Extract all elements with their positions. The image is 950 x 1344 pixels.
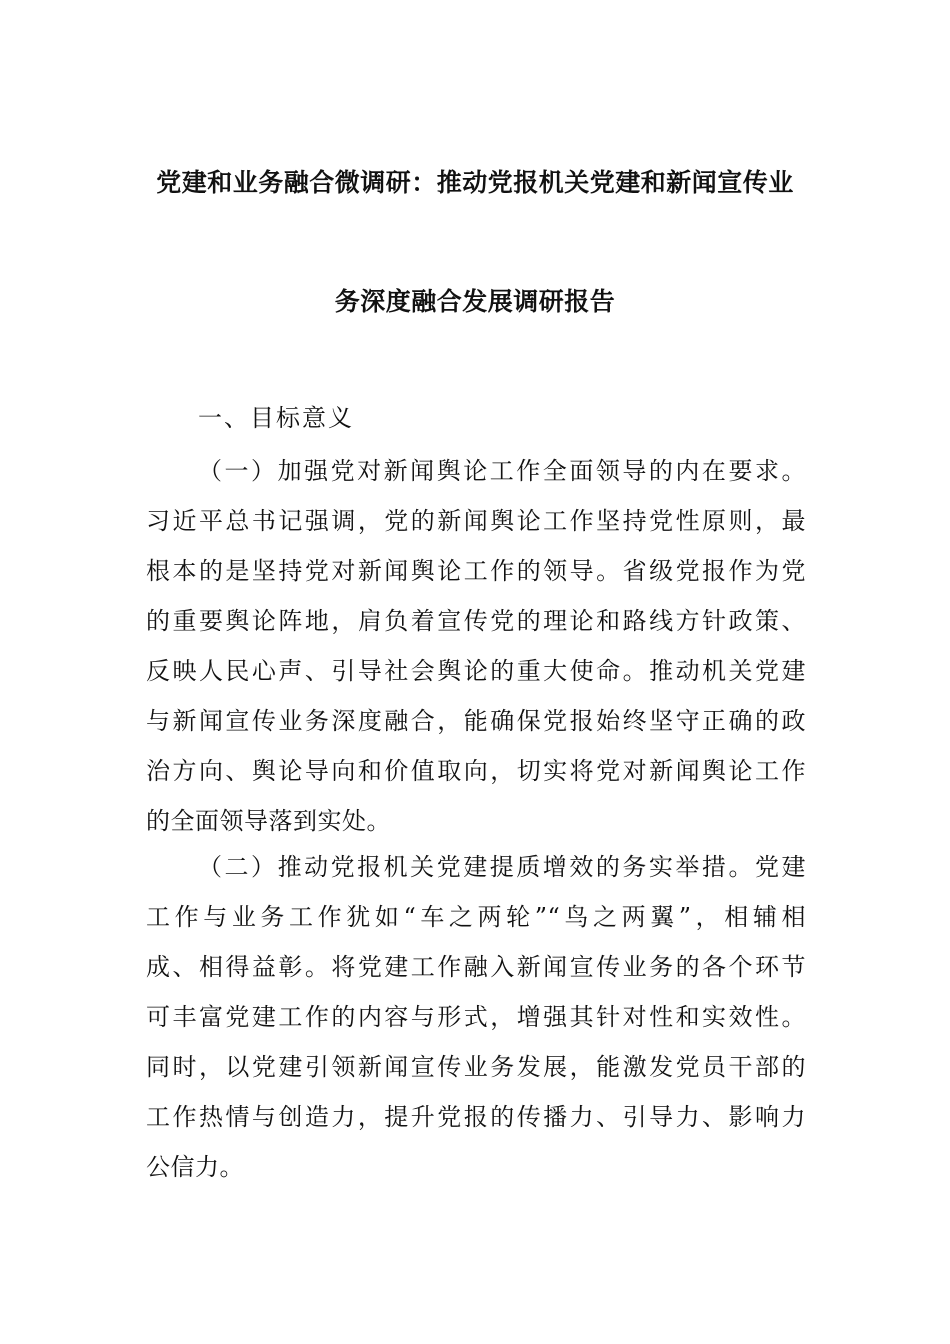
document-title-line-1: 党建和业务融合微调研：推动党报机关党建和新闻宣传业 [156,168,794,197]
paragraph-line: （一）加强党对新闻舆论工作全面领导的内在要求。 [198,457,806,485]
paragraph-line: 习近平总书记强调，党的新闻舆论工作坚持党性原则，最 [146,507,806,535]
paragraph-line: 的全面领导落到实处。 [146,807,391,835]
paragraph-line: 公信力。 [146,1153,244,1181]
paragraph-line: （二）推动党报机关党建提质增效的务实举措。党建 [198,853,806,881]
section-heading: 一、目标意义 [198,404,354,432]
paragraph-2 [146,842,806,1192]
paragraph-line: 根本的是坚持党对新闻舆论工作的领导。省级党报作为党 [146,557,806,585]
paragraph-line: 反映人民心声、引导社会舆论的重大使命。推动机关党建 [146,657,806,685]
paragraph-line: 与新闻宣传业务深度融合，能确保党报始终坚守正确的政 [146,707,806,735]
paragraph-line: 同时，以党建引领新闻宣传业务发展，能激发党员干部的 [146,1053,806,1081]
paragraph-line: 工作与业务工作犹如“车之两轮”“鸟之两翼”，相辅相 [146,903,806,931]
paragraph-line: 的重要舆论阵地，肩负着宣传党的理论和路线方针政策、 [146,607,806,635]
paragraph-1 [146,446,806,846]
paragraph-line: 成、相得益彰。将党建工作融入新闻宣传业务的各个环节 [146,953,806,981]
paragraph-line: 治方向、舆论导向和价值取向，切实将党对新闻舆论工作 [146,757,806,785]
document-title-line-2: 务深度融合发展调研报告 [334,287,616,316]
paragraph-line: 工作热情与创造力，提升党报的传播力、引导力、影响力 [146,1103,806,1131]
paragraph-line: 可丰富党建工作的内容与形式，增强其针对性和实效性。 [146,1003,806,1031]
